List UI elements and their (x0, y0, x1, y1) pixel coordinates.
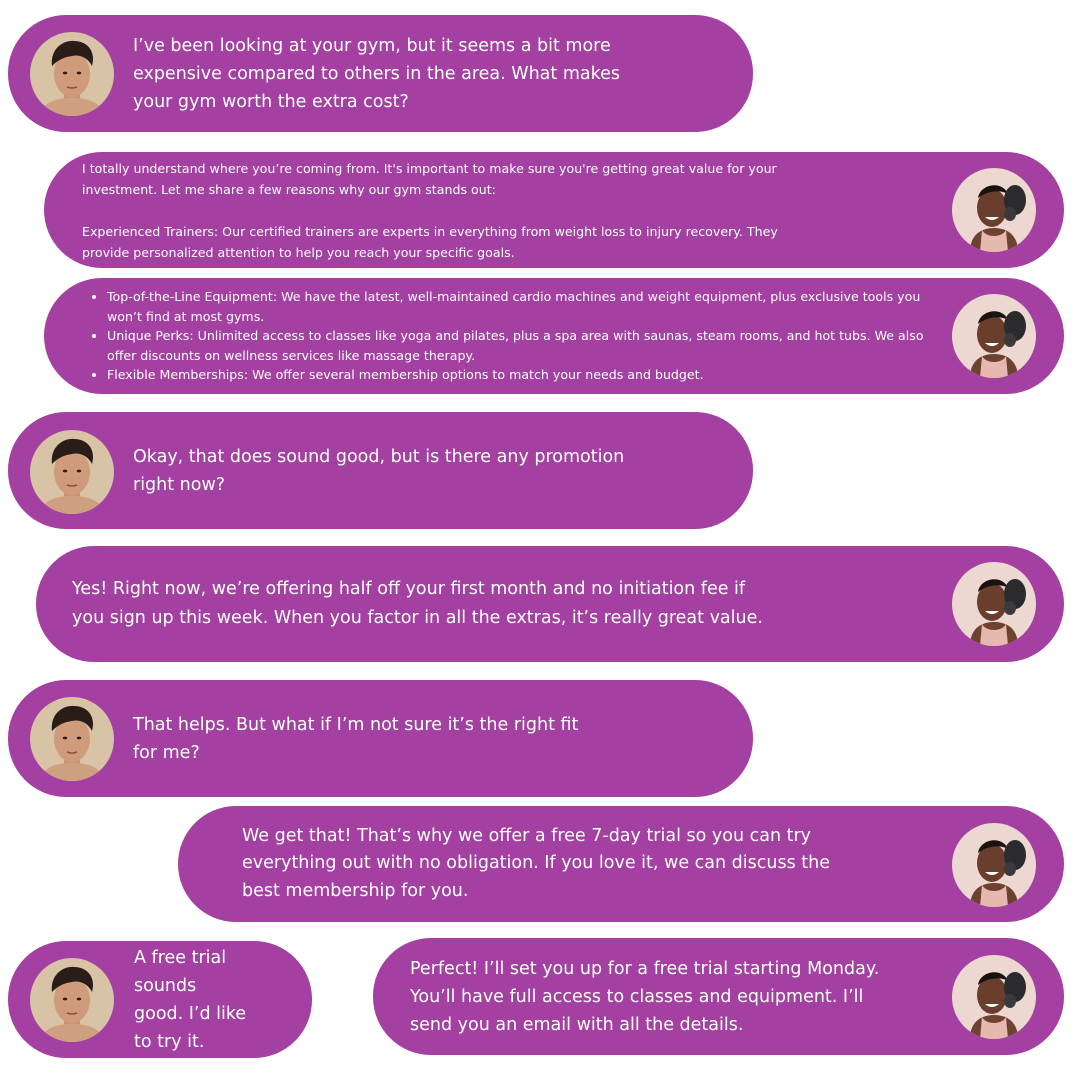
message-text: Yes! Right now, we’re offering half off your first month and no initiation fee if you sign up this week. When you factor in all the extras, it’s really great value. (72, 579, 763, 628)
message-staff-2 (44, 278, 1064, 394)
list-item: • Top-of-the-Line Equipment: We have the latest, well-maintained cardio machines and weight equipment, plus exclusive tools you won’t find at most gyms. (107, 287, 934, 326)
list-item: • Flexible Memberships: We offer several membership options to match your needs and budget. (107, 365, 934, 385)
message-staff-1 (44, 152, 1064, 268)
message-text: Perfect! I’ll set you up for a free trial starting Monday. You’ll have full access to classes and equipment. I’ll send you an email with all the details. (410, 958, 880, 1035)
customer-avatar-icon (30, 697, 114, 781)
message-customer-3 (8, 680, 753, 797)
message-text: That helps. But what if I’m not sure it’s the right fit for me? (133, 714, 579, 763)
message-staff-4 (178, 806, 1064, 922)
message-text: We get that! That’s why we offer a free 7-day trial so you can try everything out with no obligation. If you love it, we can discuss the best membership for you. (242, 825, 830, 901)
message-text: I’ve been looking at your gym, but it seems a bit more expensive compared to others in the area. What makes your gym worth the extra cost? (133, 35, 620, 112)
trainer-avatar-icon (952, 955, 1036, 1039)
customer-avatar-icon (30, 32, 114, 116)
message-customer-1 (8, 15, 753, 132)
trainer-avatar-icon (952, 562, 1036, 646)
customer-avatar-icon (30, 430, 114, 514)
message-text: Okay, that does sound good, but is there any promotion right now? (133, 446, 625, 495)
trainer-avatar-icon (952, 168, 1036, 252)
customer-avatar-icon (30, 958, 114, 1042)
trainer-avatar-icon (952, 823, 1036, 907)
trainer-avatar-icon (952, 294, 1036, 378)
message-text: I totally understand where you’re coming from. It's important to make sure you're getting great value for your investment. Let me share a few reasons why our gym stands out: Experienced Trainers: Our certified trainers are experts in everything from weight loss to injury recovery. They provide personalized attention to help you reach your specific goals. (82, 160, 778, 260)
list-item: • Unique Perks: Unlimited access to classes like yoga and pilates, plus a spa area with saunas, steam rooms, and hot tubs. We also offer discounts on wellness services like massage therapy. (107, 326, 934, 365)
message-text: A free trial sounds good. I’d like to try it. (134, 947, 247, 1052)
message-staff-3 (36, 546, 1064, 662)
message-customer-2 (8, 412, 753, 529)
feature-list (82, 287, 934, 385)
